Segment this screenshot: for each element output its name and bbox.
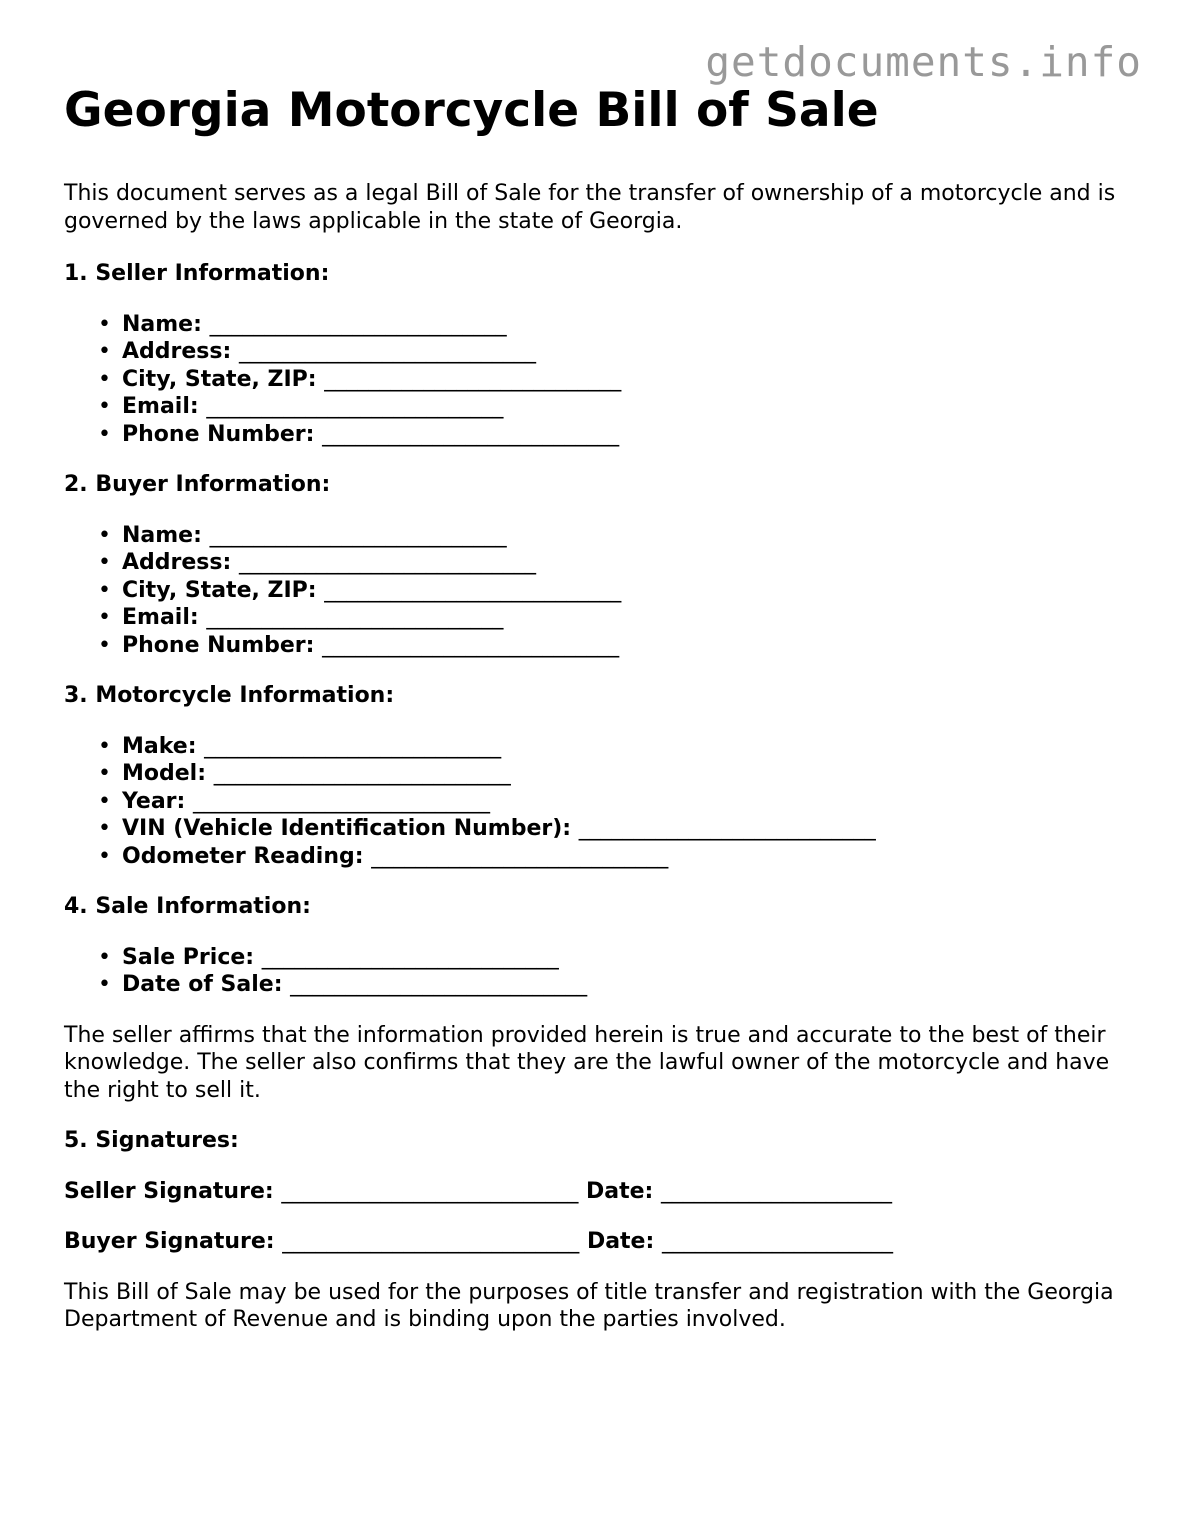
intro-paragraph: This document serves as a legal Bill of Sale for the transfer of ownership of a motorcycle and is governed by the laws applicable in the state of Georgia. [64, 181, 1116, 234]
buyer-signature-line[interactable]: Buyer Signature: ___________________________ Date: _____________________ [64, 1229, 893, 1254]
seller-phone-field[interactable]: • Phone Number: ___________________________ [98, 421, 1124, 449]
document-page [64, 82, 1124, 1334]
motorcycle-section-heading: 3. Motorcycle Information: [64, 683, 395, 708]
closing-paragraph: This Bill of Sale may be used for the purposes of title transfer and registration with the Georgia Department of Revenue and is binding upon the parties involved. [64, 1279, 1114, 1332]
model-field[interactable]: • Model: ___________________________ [98, 760, 1124, 788]
sale-field-list [64, 944, 1124, 999]
make-field[interactable]: • Make: ___________________________ [98, 733, 1124, 761]
seller-address-field[interactable]: • Address: ___________________________ [98, 338, 1124, 366]
seller-email-field[interactable]: • Email: ___________________________ [98, 393, 1124, 421]
buyer-section-heading: 2. Buyer Information: [64, 472, 331, 497]
buyer-field-list [64, 522, 1124, 660]
motorcycle-field-list [64, 733, 1124, 871]
affirmation-paragraph: The seller affirms that the information provided herein is true and accurate to the best of their knowledge. The seller also confirms that they are the lawful owner of the motorcycle and have the right to sell it. [64, 1022, 1110, 1103]
signatures-section-heading: 5. Signatures: [64, 1128, 239, 1153]
seller-name-field[interactable]: • Name: ___________________________ [98, 311, 1124, 339]
buyer-city-state-zip-field[interactable]: • City, State, ZIP: ___________________________ [98, 577, 1124, 605]
buyer-email-field[interactable]: • Email: ___________________________ [98, 604, 1124, 632]
seller-city-state-zip-field[interactable]: • City, State, ZIP: ___________________________ [98, 366, 1124, 394]
sale-section-heading: 4. Sale Information: [64, 894, 311, 919]
date-of-sale-field[interactable]: • Date of Sale: ___________________________ [98, 971, 1124, 999]
buyer-phone-field[interactable]: • Phone Number: ___________________________ [98, 632, 1124, 660]
buyer-address-field[interactable]: • Address: ___________________________ [98, 549, 1124, 577]
seller-section-heading: 1. Seller Information: [64, 261, 330, 286]
seller-field-list [64, 311, 1124, 449]
watermark: getdocuments.info [705, 38, 1142, 86]
odometer-field[interactable]: • Odometer Reading: ___________________________ [98, 843, 1124, 871]
vin-field[interactable]: • VIN (Vehicle Identification Number): ___________________________ [98, 815, 1124, 843]
seller-signature-line[interactable]: Seller Signature: ___________________________ Date: _____________________ [64, 1178, 893, 1204]
document-title: Georgia Motorcycle Bill of Sale [64, 83, 879, 138]
buyer-name-field[interactable]: • Name: ___________________________ [98, 522, 1124, 550]
year-field[interactable]: • Year: ___________________________ [98, 788, 1124, 816]
sale-price-field[interactable]: • Sale Price: ___________________________ [98, 944, 1124, 972]
